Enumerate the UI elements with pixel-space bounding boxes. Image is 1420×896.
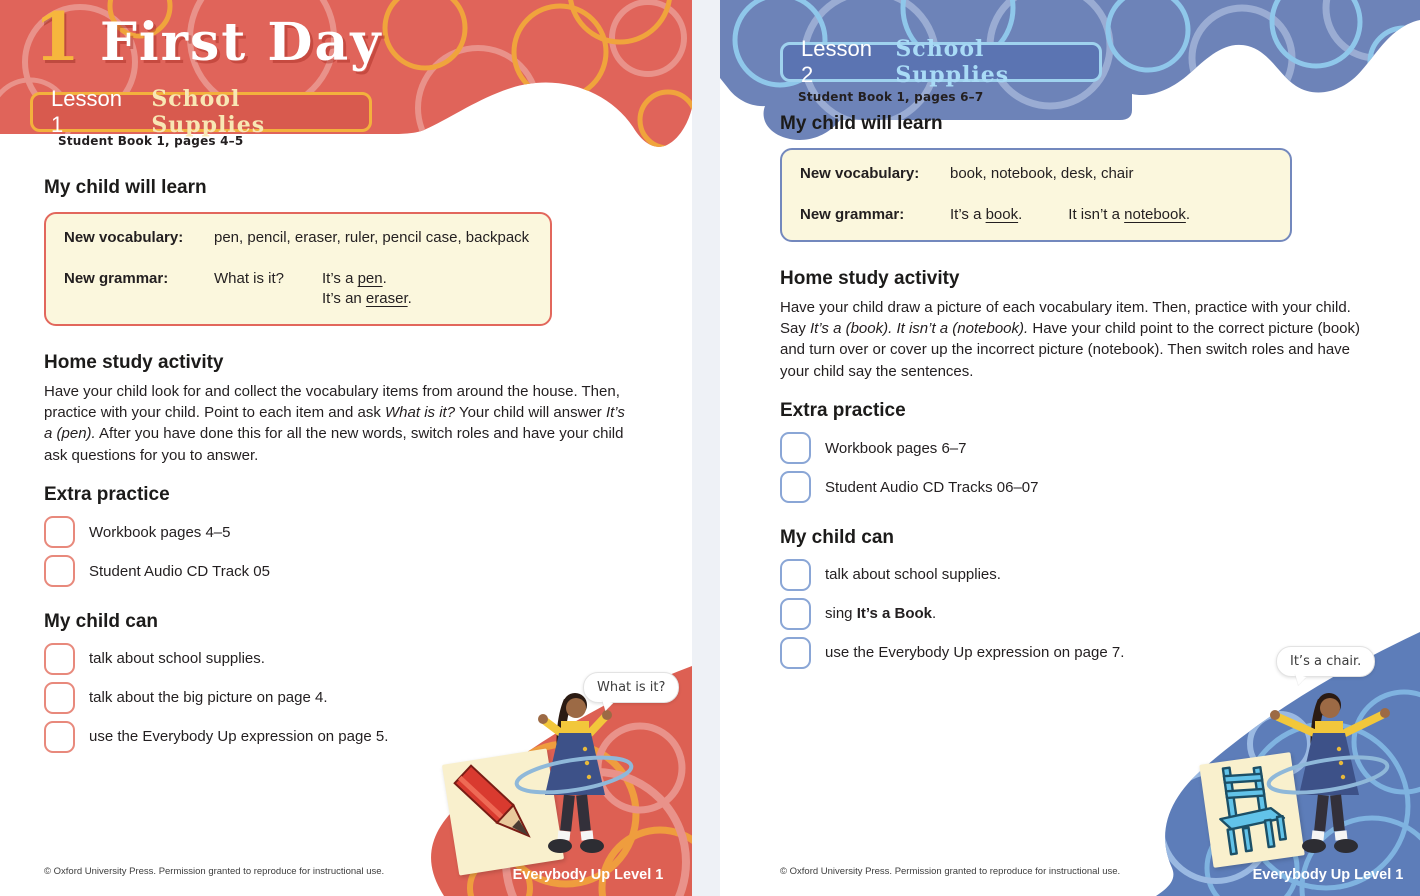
grammar-answers — [950, 206, 1190, 223]
checklist-item — [780, 637, 1362, 669]
checkbox[interactable] — [44, 555, 75, 587]
brand-text: Everybody Up Level 1 — [512, 867, 664, 883]
student-book-reference: Student Book 1, pages 6–7 — [798, 90, 984, 104]
checkbox[interactable] — [44, 516, 75, 548]
vocab-label: New vocabulary: — [64, 228, 184, 246]
speech-bubble: It’s a chair. — [1276, 646, 1375, 677]
checklist-item — [780, 432, 1362, 464]
checkbox-label: use the Everybody Up expression on page 5. — [89, 728, 389, 746]
home-activity-paragraph: Have your child draw a picture of each vocabulary item. Then, practice with your child. Say It’s a (book). It isn’t a (notebook). Have your child point to the correct picture (book) and turn over or cover up the incorrect picture (notebook). Then switch roles and have your child say the sentences. — [780, 298, 1361, 380]
section-heading-extra: Extra practice — [44, 484, 170, 506]
vocab-value: book, notebook, desk, chair — [950, 164, 1134, 182]
checklist-item — [780, 559, 1362, 591]
checkbox-label: talk about school supplies. — [825, 566, 1001, 584]
grammar-label: New grammar: — [64, 269, 169, 287]
speech-bubble: What is it? — [583, 672, 679, 703]
checkbox[interactable] — [780, 432, 811, 464]
vocab-label: New vocabulary: — [800, 164, 920, 182]
section-heading-home: Home study activity — [44, 351, 224, 373]
vocab-value: pen, pencil, eraser, ruler, pencil case, backpack — [214, 228, 530, 246]
page-lesson-2 — [720, 0, 1420, 896]
vocabulary-box — [780, 148, 1292, 242]
lesson-title: School Supplies — [151, 86, 266, 138]
section-heading-learn: My child will learn — [780, 113, 943, 134]
checkbox-label: sing It’s a Book. — [825, 605, 937, 623]
lesson-label: Lesson 2 — [801, 36, 872, 87]
checkbox[interactable] — [780, 471, 811, 503]
grammar-label: New grammar: — [800, 205, 905, 223]
checklist-item — [44, 555, 636, 587]
grammar-row — [800, 206, 1272, 223]
home-activity-paragraph: Have your child look for and collect the vocabulary items from around the house. Then, practice with your child. Point to each item and ask What is it? Your child will answer It’s a (pen). After you have done this for all the new words, switch roles and have your child ask questions for you to answer. — [44, 382, 625, 464]
section-heading-extra: Extra practice — [780, 400, 906, 422]
grammar-answer: It’s a pen. — [322, 269, 387, 287]
section-heading-can: My child can — [44, 611, 159, 632]
checkbox-label: talk about the big picture on page 4. — [89, 689, 328, 707]
section-heading-home: Home study activity — [780, 267, 960, 289]
vocabulary-row — [800, 165, 1272, 182]
lesson-title: School Supplies — [895, 36, 1010, 88]
brand-text: Everybody Up Level 1 — [1252, 867, 1404, 883]
checkbox[interactable] — [44, 643, 75, 675]
lesson-banner — [30, 86, 372, 138]
grammar-row — [64, 270, 532, 307]
grammar-answer: It’s an eraser. — [322, 289, 412, 307]
checkbox[interactable] — [44, 721, 75, 753]
grammar-answer: It isn’t a notebook. — [1068, 205, 1191, 223]
vocabulary-box — [44, 212, 552, 326]
checkbox[interactable] — [780, 637, 811, 669]
grammar-question: What is it? — [214, 269, 285, 287]
unit-title: First Day — [99, 12, 383, 73]
grammar-answer: It’s a book. — [950, 205, 1023, 223]
lesson-banner — [780, 36, 1102, 88]
girl-photo — [512, 683, 636, 865]
checkbox[interactable] — [780, 559, 811, 591]
checklist-item — [780, 471, 1362, 503]
grammar-answers — [322, 270, 412, 307]
girl-photo — [1256, 683, 1406, 865]
section-heading-can: My child can — [780, 527, 895, 548]
page-lesson-1 — [0, 0, 692, 896]
checkbox-label: use the Everybody Up expression on page 7. — [825, 644, 1125, 662]
checklist-item — [44, 516, 636, 548]
checkbox-label: talk about school supplies. — [89, 650, 265, 668]
checkbox[interactable] — [44, 682, 75, 714]
checklist-item — [780, 598, 1362, 630]
checkbox-label: Workbook pages 4–5 — [89, 523, 231, 541]
lesson-label: Lesson 1 — [51, 86, 122, 137]
checkbox-label: Workbook pages 6–7 — [825, 439, 967, 457]
checkbox-label: Student Audio CD Track 05 — [89, 562, 270, 580]
footer-copyright: © Oxford University Press. Permission granted to reproduce for instructional use. — [44, 866, 385, 877]
checkbox-label: Student Audio CD Tracks 06–07 — [825, 478, 1039, 496]
footer-copyright: © Oxford University Press. Permission granted to reproduce for instructional use. — [780, 866, 1121, 877]
student-book-reference: Student Book 1, pages 4–5 — [58, 134, 244, 148]
checklist-item — [44, 643, 636, 675]
vocabulary-row — [64, 229, 532, 246]
section-heading-learn: My child will learn — [44, 177, 207, 198]
checkbox[interactable] — [780, 598, 811, 630]
unit-number: 1 — [34, 0, 80, 76]
